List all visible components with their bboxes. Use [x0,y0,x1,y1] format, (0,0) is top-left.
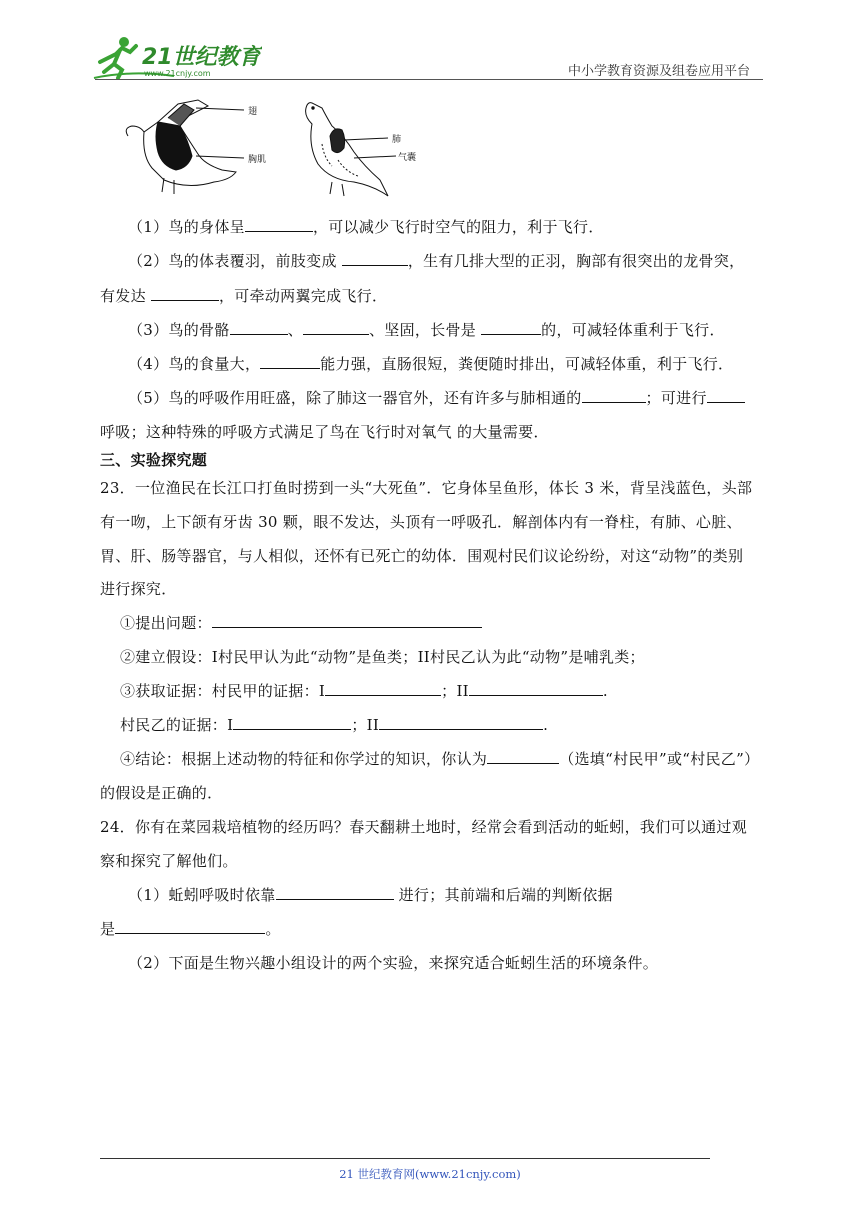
answer-blank[interactable] [303,320,369,335]
q23-stem-line4: 进行探究． [100,580,177,598]
q22-part4: （4）鸟的食量大， 能力强，直肠很短，粪便随时排出，可减轻体重，利于飞行． [128,355,734,373]
answer-blank[interactable] [325,681,441,696]
label-air-sac: 气囊 [398,153,417,163]
q23-step1: ①提出问题： [120,612,790,634]
q23-step4: ④结论：根据上述动物的特征和你学过的知识，你认为 （选填“村民甲”或“村民乙”） [120,750,760,768]
answer-blank[interactable] [582,388,646,403]
flying-bird-illustration [126,100,244,194]
label-lung: 肺 [392,135,402,145]
section-title: 三、实验探究题 [100,451,208,469]
answer-blank[interactable] [212,613,482,628]
answer-blank[interactable] [230,320,288,335]
svg-text:21世纪教育: 21世纪教育 [142,45,261,70]
header-divider [95,79,763,80]
bird-anatomy-figure [118,96,418,201]
perched-bird-illustration [306,103,396,196]
answer-blank[interactable] [151,286,219,301]
answer-blank[interactable] [276,885,394,900]
label-wing: 翅 [248,107,258,117]
answer-blank[interactable] [469,681,603,696]
footer-link[interactable]: 21 世纪教育网(www.21cnjy.com) [339,1167,521,1181]
answer-blank[interactable] [342,251,408,266]
q22-part2: （2）鸟的体表覆羽，前肢变成 ，生有几排大型的正羽，胸部有很突出的龙骨突， [128,252,745,270]
q24-part1: （1）蚯蚓呼吸时依靠 进行；其前端和后端的判断依据 [128,886,613,904]
q23-step2: ②建立假设：I村民甲认为此“动物”是鱼类；II村民乙认为此“动物”是哺乳类； [120,648,645,666]
q24-part1-cont: 是 。 [100,920,281,938]
q24-stem-line2: 察和探究了解他们。 [100,852,238,870]
q22-part2-cont: 有发达 ，可牵动两翼完成飞行． [100,287,388,305]
answer-blank[interactable] [115,919,265,934]
footer-divider [100,1158,710,1159]
q22-part3: （3）鸟的骨骼 、 、坚固，长骨是 的，可减轻体重利于飞行． [128,321,725,339]
answer-blank[interactable] [487,749,559,764]
q24-stem-line1: 24．你有在菜园栽培植物的经历吗？春天翻耕土地时，经常会看到活动的蚯蚓，我们可以通过观 [100,818,747,836]
answer-blank[interactable] [260,354,320,369]
svg-text:www.21cnjy.com: www.21cnjy.com [144,69,211,78]
q23-stem-line2: 有一吻，上下颌有牙齿 30 颗，眼不发达，头顶有一呼吸孔．解剖体内有一脊柱，有肺、心脏、 [100,513,742,531]
label-chest-muscle: 胸肌 [248,155,267,165]
answer-blank[interactable] [707,388,745,403]
answer-blank[interactable] [379,715,543,730]
q23-stem-line1: 23．一位渔民在长江口打鱼时捞到一头“大死鱼”．它身体呈鱼形，体长 3 米，背呈浅蓝色，头部 [100,479,753,497]
answer-blank[interactable] [245,217,313,232]
q22-part5-cont: 呼吸；这种特殊的呼吸方式满足了鸟在飞行时对氧气 的大量需要． [100,423,549,441]
answer-blank[interactable] [233,715,351,730]
q23-step4-cont: 的假设是正确的． [100,784,223,802]
q22-part1: （1）鸟的身体呈 ，可以减少飞行时空气的阻力，利于飞行． [128,218,604,236]
q24-part2: （2）下面是生物兴趣小组设计的两个实验，来探究适合蚯蚓生活的环境条件。 [128,954,659,972]
q23-step3: ③获取证据：村民甲的证据：I ；II . [120,682,608,700]
answer-blank[interactable] [481,320,541,335]
q23-step3-villager-b: 村民乙的证据：I ；II . [120,716,549,734]
q23-stem-line3: 胃、肝、肠等器官，与人相似，还怀有已死亡的幼体．围观村民们议论纷纷，对这“动物”的类别 [100,547,744,565]
site-logo [92,34,262,80]
header-platform-text: 中小学教育资源及组卷应用平台 [567,64,750,79]
q22-part5: （5）鸟的呼吸作用旺盛，除了肺这一器官外，还有许多与肺相通的 ；可进行 [128,387,798,409]
